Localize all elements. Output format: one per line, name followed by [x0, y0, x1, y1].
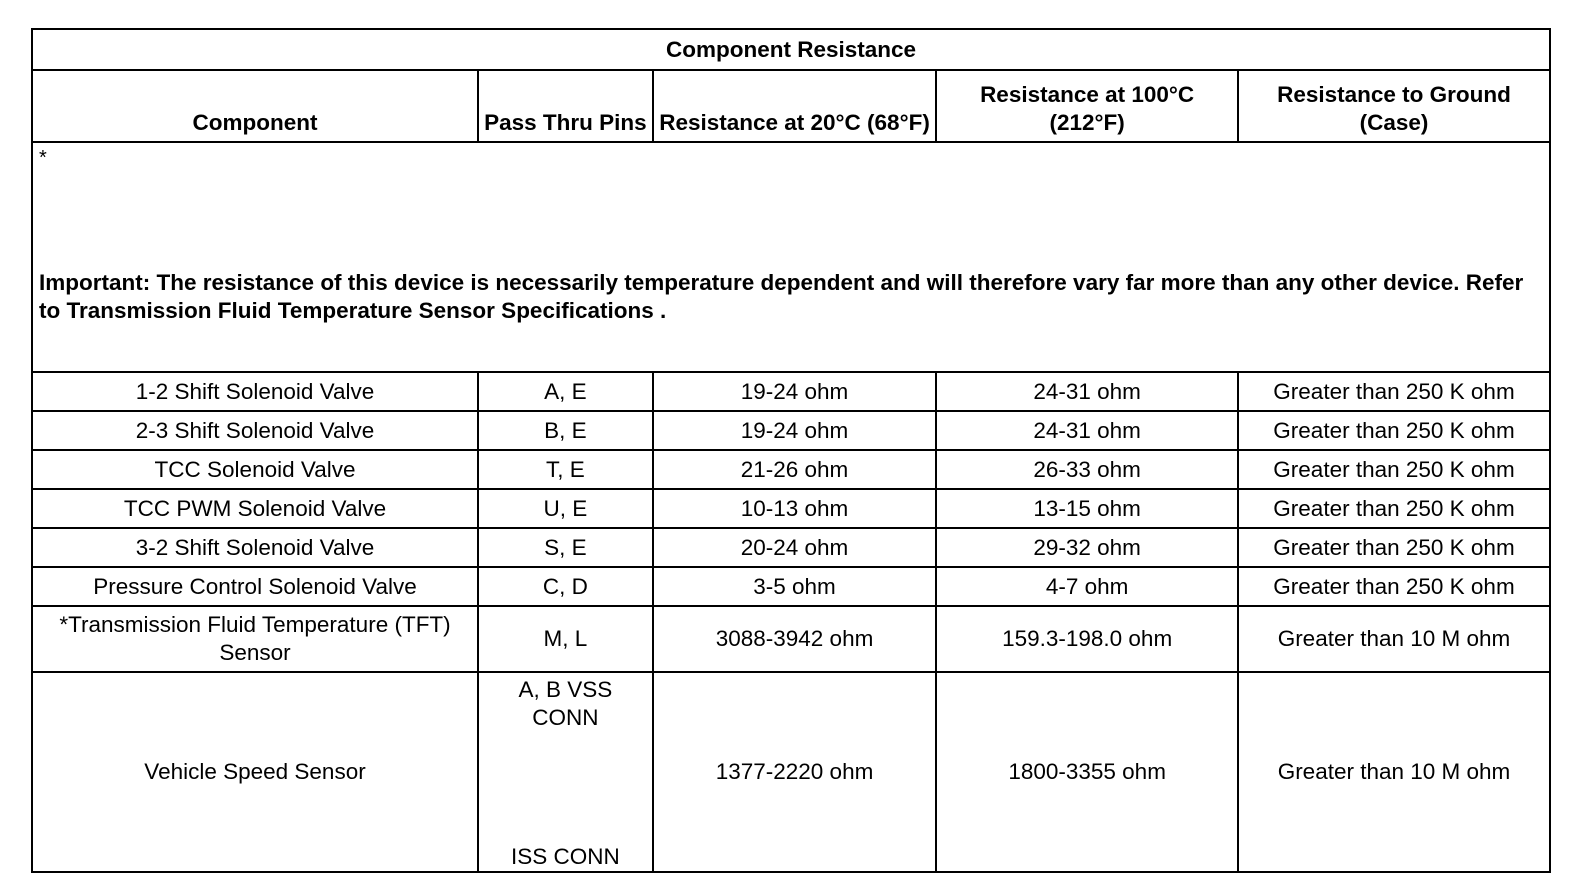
note-marker: * [39, 147, 47, 169]
resistance-ground-cell: Greater than 10 M ohm [1238, 672, 1550, 872]
table-row [32, 528, 1550, 567]
table-row [32, 489, 1550, 528]
important-note-text: Important: The resistance of this device is necessarily temperature dependent and will therefore vary far more than any other device. Refer to Transmission Fluid Temperature Sensor Specifications . [39, 270, 1524, 323]
table-header-row [32, 70, 1550, 142]
component-resistance-table [31, 28, 1551, 873]
pins-cell: T, E [478, 450, 653, 489]
table-title-row [32, 29, 1550, 70]
resistance-ground-cell: Greater than 10 M ohm [1238, 606, 1550, 672]
table-title: Component Resistance [32, 29, 1550, 70]
vss-pins-top: A, B VSS CONN [518, 677, 613, 730]
pins-cell: C, D [478, 567, 653, 606]
resistance-ground-cell: Greater than 250 K ohm [1238, 567, 1550, 606]
resistance-ground-cell: Greater than 250 K ohm [1238, 372, 1550, 411]
resistance-100c-cell: 26-33 ohm [936, 450, 1238, 489]
resistance-20c-cell: 19-24 ohm [653, 372, 936, 411]
pins-cell: S, E [478, 528, 653, 567]
resistance-100c-cell: 29-32 ohm [936, 528, 1238, 567]
pins-cell: M, L [478, 606, 653, 672]
resistance-20c-cell: 3-5 ohm [653, 567, 936, 606]
pins-cell: B, E [478, 411, 653, 450]
resistance-ground-cell: Greater than 250 K ohm [1238, 411, 1550, 450]
resistance-100c-cell: 13-15 ohm [936, 489, 1238, 528]
resistance-ground-cell: Greater than 250 K ohm [1238, 528, 1550, 567]
resistance-20c-cell: 19-24 ohm [653, 411, 936, 450]
important-note-row [32, 142, 1550, 372]
table-row [32, 372, 1550, 411]
component-cell: 1-2 Shift Solenoid Valve [32, 372, 478, 411]
component-cell: *Transmission Fluid Temperature (TFT) Sensor [32, 606, 478, 672]
vss-pins-stack [483, 673, 648, 871]
resistance-ground-cell: Greater than 250 K ohm [1238, 489, 1550, 528]
component-cell: Vehicle Speed Sensor [32, 672, 478, 872]
header-component: Component [32, 70, 478, 142]
pins-cell: U, E [478, 489, 653, 528]
resistance-100c-cell: 1800-3355 ohm [936, 672, 1238, 872]
resistance-20c-cell: 10-13 ohm [653, 489, 936, 528]
resistance-ground-cell: Greater than 250 K ohm [1238, 450, 1550, 489]
table-row [32, 606, 1550, 672]
resistance-100c-cell: 24-31 ohm [936, 411, 1238, 450]
resistance-100c-cell: 159.3-198.0 ohm [936, 606, 1238, 672]
table-row [32, 567, 1550, 606]
component-cell: 3-2 Shift Solenoid Valve [32, 528, 478, 567]
header-pins: Pass Thru Pins [478, 70, 653, 142]
component-cell: Pressure Control Solenoid Valve [32, 567, 478, 606]
resistance-20c-cell: 3088-3942 ohm [653, 606, 936, 672]
resistance-100c-cell: 4-7 ohm [936, 567, 1238, 606]
important-note-cell [32, 142, 1550, 372]
resistance-100c-cell: 24-31 ohm [936, 372, 1238, 411]
table-row [32, 672, 1550, 872]
header-resistance-100c: Resistance at 100°C (212°F) [936, 70, 1238, 142]
resistance-20c-cell: 20-24 ohm [653, 528, 936, 567]
table-row [32, 411, 1550, 450]
pins-cell: A, E [478, 372, 653, 411]
vss-pins-bottom: ISS CONN [511, 844, 620, 869]
header-resistance-20c: Resistance at 20°C (68°F) [653, 70, 936, 142]
component-cell: TCC Solenoid Valve [32, 450, 478, 489]
header-resistance-ground: Resistance to Ground (Case) [1238, 70, 1550, 142]
resistance-20c-cell: 21-26 ohm [653, 450, 936, 489]
table-row [32, 450, 1550, 489]
component-cell: 2-3 Shift Solenoid Valve [32, 411, 478, 450]
pins-cell [478, 672, 653, 872]
resistance-20c-cell: 1377-2220 ohm [653, 672, 936, 872]
component-cell: TCC PWM Solenoid Valve [32, 489, 478, 528]
